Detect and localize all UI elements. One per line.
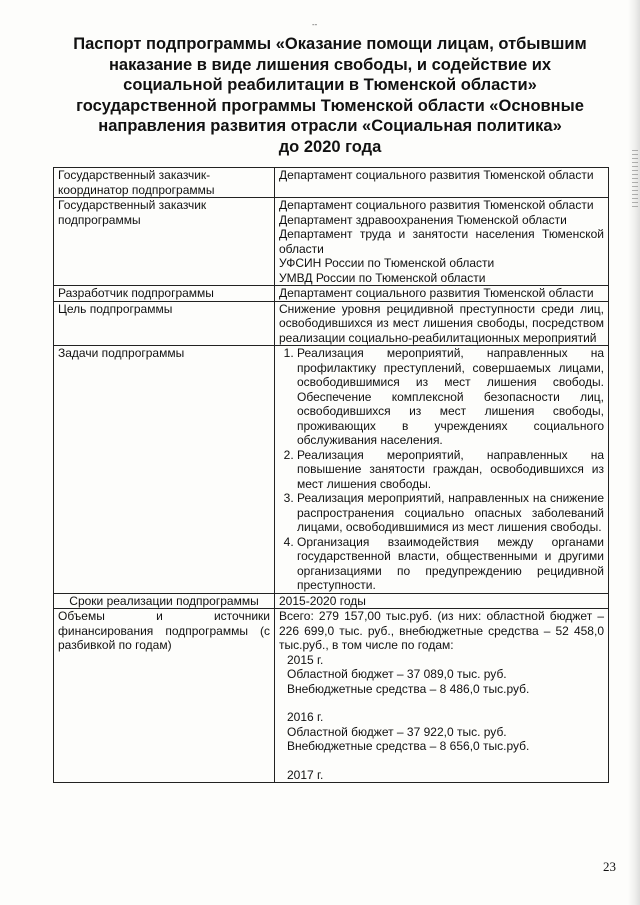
- title-line: Паспорт подпрограммы «Оказание помощи лицам, отбывшим: [73, 35, 587, 53]
- table-row-period: [54, 593, 609, 609]
- row-label: Объемы и источники финансирования подпрограммы (с разбивкой по годам): [54, 609, 275, 783]
- table-row-tasks: [54, 346, 609, 594]
- regional-budget: Областной бюджет – 37 089,0 тыс. руб.: [287, 667, 507, 681]
- row-label: Разработчик подпрограммы: [54, 286, 275, 302]
- row-value: Снижение уровня рецидивной преступности среди лиц, освободившихся из мест лишения свободы, посредством реализации социально-реабилитационных мероприятий: [275, 301, 609, 346]
- header-mark: --: [312, 20, 318, 29]
- scan-edge: [628, 0, 640, 905]
- row-value: [275, 198, 609, 286]
- row-value: 2015-2020 годы: [275, 593, 609, 609]
- customer-item: УМВД России по Тюменской области: [279, 270, 486, 285]
- row-label: Задачи подпрограммы: [54, 346, 275, 594]
- extra-budget: Внебюджетные средства – 8 656,0 тыс.руб.: [287, 739, 530, 753]
- customer-item: Департамент социального развития Тюменской области: [279, 198, 594, 212]
- title-line: до 2020 года: [278, 137, 382, 156]
- document-title: [40, 34, 620, 157]
- task-item: 4. Организация взаимодействия между органами государственной власти, общественными и другими организациями по предупреждению рецидивной преступности.: [297, 535, 604, 593]
- task-item: 3. Реализация мероприятий, направленных на снижение распространения социально опасных заболеваний лицами, освободившимися из мест лишения свободы.: [297, 491, 604, 535]
- extra-budget: Внебюджетные средства – 8 486,0 тыс.руб.: [287, 681, 530, 696]
- task-item: 2. Реализация мероприятий, направленных на повышение занятости граждан, освободившихся из мест лишения свободы.: [297, 448, 604, 492]
- regional-budget: Областной бюджет – 37 922,0 тыс. руб.: [287, 724, 507, 739]
- title-line: государственной программы Тюменской области «Основные: [76, 96, 584, 115]
- row-value: Департамент социального развития Тюменской области: [275, 168, 609, 198]
- customer-item: Департамент здравоохранения Тюменской области: [279, 212, 567, 227]
- spacer: [279, 696, 604, 710]
- year-heading: 2016 г.: [287, 710, 324, 724]
- row-label: Государственный заказчик подпрограммы: [54, 198, 275, 286]
- year-heading: 2015 г.: [287, 652, 324, 667]
- tasks-list: [279, 346, 604, 593]
- title-line: наказание в виде лишения свободы, и содействие их: [108, 55, 552, 74]
- financing-total: Всего: 279 157,00 тыс.руб. (из них: областной бюджет – 226 699,0 тыс. руб., внебюджетные средства – 52 458,0 тыс.руб., в том числе по годам:: [279, 609, 604, 652]
- row-value: Департамент социального развития Тюменской области: [275, 286, 609, 302]
- spacer: [279, 754, 604, 768]
- table-row-financing: [54, 609, 609, 783]
- title-line: социальной реабилитации в Тюменской области»: [123, 76, 537, 94]
- row-label: Государственный заказчик-координатор подпрограммы: [54, 168, 275, 198]
- table-row-customer: [54, 198, 609, 286]
- row-value: [275, 346, 609, 594]
- title-line: направления развития отрасли «Социальная политика»: [98, 117, 562, 135]
- year-heading: 2017 г.: [287, 767, 324, 782]
- scan-marks: [632, 150, 638, 210]
- customer-item: Департамент труда и занятости населения Тюменской области: [279, 227, 604, 256]
- row-label: Сроки реализации подпрограммы: [54, 593, 275, 609]
- row-value: [275, 609, 609, 783]
- customer-item: УФСИН России по Тюменской области: [279, 256, 495, 270]
- table-row-goal: [54, 301, 609, 346]
- table-row-developer: [54, 286, 609, 302]
- task-item: 1. Реализация мероприятий, направленных на профилактику преступлений, совершаемых лицами, освободившимися из мест лишения свободы. Обеспечение комплексной безопасности лиц, освободившихся из мест лишения свободы, проживающих в учреждениях социального обслуживания населения.: [297, 346, 604, 448]
- page-number: 23: [603, 859, 616, 874]
- table-row-coordinator: [54, 168, 609, 198]
- row-label: Цель подпрограммы: [54, 301, 275, 346]
- passport-table: [53, 167, 609, 783]
